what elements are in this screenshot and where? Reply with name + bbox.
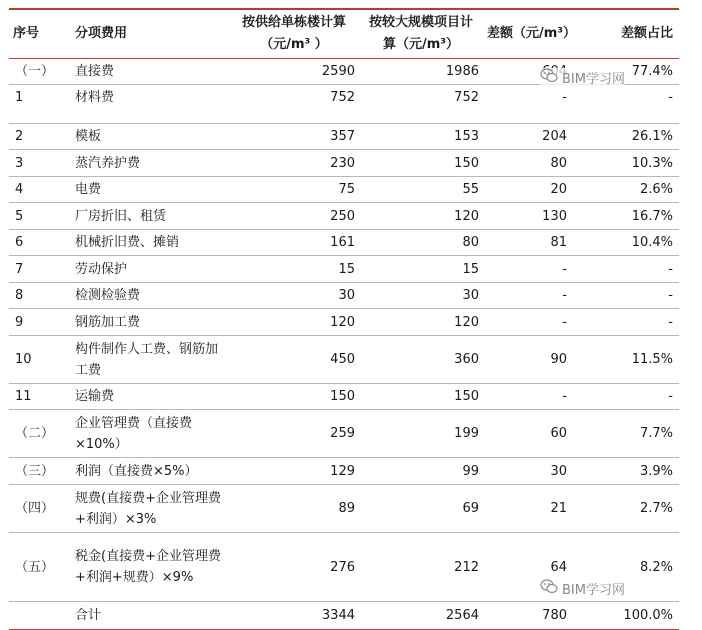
cell-diff: 90 [483,336,579,384]
table-row [9,124,679,150]
cell-single: 230 [229,150,359,177]
cell-single: 752 [229,85,359,124]
table-row [9,256,679,283]
cell-single: 3344 [229,602,359,630]
cell-diff: 60 [483,410,579,458]
table-row [9,203,679,230]
cell-item: 蒸汽养护费 [63,150,229,177]
cell-single: 129 [229,458,359,485]
cell-large: 1986 [359,59,483,85]
cell-item: 合计 [63,602,229,630]
total-row [9,602,679,630]
cell-single: 120 [229,309,359,336]
cell-single: 15 [229,256,359,283]
cell-large: 150 [359,384,483,410]
cell-large: 99 [359,458,483,485]
cell-single: 450 [229,336,359,384]
cell-ratio: - [579,384,679,410]
cell-seq: （五） [9,533,63,602]
cell-diff: 21 [483,485,579,533]
cell-single: 357 [229,124,359,150]
cell-seq [9,602,63,630]
cell-diff: - [483,309,579,336]
table-row [9,336,679,384]
cell-ratio: 3.9% [579,458,679,485]
watermark-text: BIM学习网 [562,72,625,87]
cell-large: 153 [359,124,483,150]
cell-single: 161 [229,230,359,256]
wechat-icon [540,68,558,87]
cell-ratio: - [579,283,679,309]
cell-ratio: 11.5% [579,336,679,384]
cell-single: 2590 [229,59,359,85]
cell-item: 运输费 [63,384,229,410]
table-row [9,283,679,309]
cell-diff: 204 [483,124,579,150]
cost-comparison-table [9,10,679,630]
cell-item: 劳动保护 [63,256,229,283]
table-row [9,384,679,410]
cell-large: 120 [359,309,483,336]
cell-ratio: 77.4% [579,59,679,85]
cell-large: 752 [359,85,483,124]
table-row [9,230,679,256]
cell-large: 2564 [359,602,483,630]
cell-diff: 20 [483,177,579,203]
cell-item: 厂房折旧、租赁 [63,203,229,230]
cell-seq: （四） [9,485,63,533]
cell-item: 材料费 [63,85,229,124]
cell-large: 30 [359,283,483,309]
cell-seq: 10 [9,336,63,384]
cell-seq: 11 [9,384,63,410]
cell-ratio: - [579,85,679,124]
cell-item: 利润（直接费×5%） [63,458,229,485]
cell-single: 150 [229,384,359,410]
cell-diff: - [483,85,579,124]
header-item: 分项费用 [63,10,229,59]
cell-large: 80 [359,230,483,256]
cell-item: 企业管理费（直接费×10%） [63,410,229,458]
cell-ratio: 10.3% [579,150,679,177]
table-row [9,485,679,533]
cell-diff: - [483,283,579,309]
cell-large: 55 [359,177,483,203]
cell-diff: - [483,256,579,283]
cell-item: 钢筋加工费 [63,309,229,336]
table-row [9,410,679,458]
cell-item: 机械折旧费、摊销 [63,230,229,256]
cell-ratio: 2.7% [579,485,679,533]
cell-seq: 6 [9,230,63,256]
cell-item: 直接费 [63,59,229,85]
cell-single: 276 [229,533,359,602]
cell-large: 212 [359,533,483,602]
cell-single: 75 [229,177,359,203]
header-seq: 序号 [9,10,63,59]
table-row [9,309,679,336]
cell-item: 构件制作人工费、钢筋加工费 [63,336,229,384]
cell-single: 89 [229,485,359,533]
cell-seq: （一） [9,59,63,85]
cell-item: 税金(直接费+企业管理费+利润+规费）×9% [63,533,229,602]
cell-single: 250 [229,203,359,230]
cell-diff: 80 [483,150,579,177]
cell-large: 69 [359,485,483,533]
cell-item: 电费 [63,177,229,203]
table-row [9,85,679,124]
cell-seq: 7 [9,256,63,283]
cell-ratio: 7.7% [579,410,679,458]
watermark-text: BIM学习网 [562,583,625,598]
table-row [9,177,679,203]
cell-ratio: 8.2% [579,533,679,602]
watermark [540,68,625,87]
header-large: 按较大规模项目计算（元/m³） [359,10,483,59]
cell-seq: 4 [9,177,63,203]
cell-ratio: - [579,256,679,283]
cell-item: 检测检验费 [63,283,229,309]
cell-single: 259 [229,410,359,458]
cell-ratio: 16.7% [579,203,679,230]
cell-seq: 1 [9,85,63,124]
cell-diff: 64 [483,533,579,602]
cell-single: 30 [229,283,359,309]
cost-table-container [9,8,679,630]
cell-seq: 8 [9,283,63,309]
cell-diff: 130 [483,203,579,230]
cell-large: 199 [359,410,483,458]
cell-large: 150 [359,150,483,177]
cell-seq: 3 [9,150,63,177]
cell-ratio: - [579,309,679,336]
cell-seq: （二） [9,410,63,458]
cell-seq: 2 [9,124,63,150]
header-single: 按供给单栋楼计算（元/m³ ） [229,10,359,59]
cell-diff: - [483,384,579,410]
cell-ratio: 100.0% [579,602,679,630]
cell-ratio: 26.1% [579,124,679,150]
cell-large: 360 [359,336,483,384]
cell-diff: 780 [483,602,579,630]
cell-ratio: 10.4% [579,230,679,256]
wechat-icon [540,579,558,598]
cell-seq: 5 [9,203,63,230]
watermark [540,579,625,598]
cell-large: 120 [359,203,483,230]
cell-item: 模板 [63,124,229,150]
cell-seq: 9 [9,309,63,336]
header-ratio: 差额占比 [579,10,679,59]
header-diff: 差额（元/m³） [483,10,579,59]
cell-diff: 30 [483,458,579,485]
cell-large: 15 [359,256,483,283]
cell-ratio: 2.6% [579,177,679,203]
table-row [9,150,679,177]
cell-diff: 81 [483,230,579,256]
table-header-row [9,10,679,59]
cell-seq: （三） [9,458,63,485]
cell-item: 规费(直接费+企业管理费+利润）×3% [63,485,229,533]
table-row [9,458,679,485]
